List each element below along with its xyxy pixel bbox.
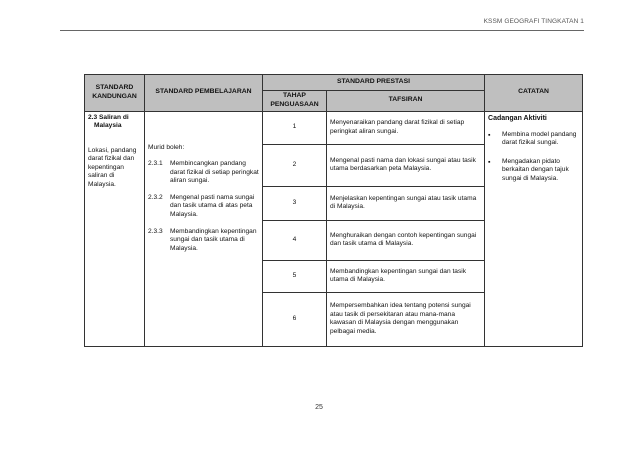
tahap-level: 6 <box>263 292 327 346</box>
curriculum-table <box>84 74 583 347</box>
tafsiran-desc: Menghuraikan dengan contoh kepentingan sungai dan tasik utama di Malaysia. <box>327 220 485 260</box>
standard-pembelajaran-intro: Murid boleh: <box>148 143 185 151</box>
header-standard-kandungan: STANDARD KANDUNGAN <box>85 75 145 112</box>
tafsiran-desc: Menyenaraikan pandang darat fizikal di setiap peringkat aliran sungai. <box>327 111 485 144</box>
tahap-level: 2 <box>263 144 327 186</box>
activity-item <box>488 131 579 148</box>
standard-kandungan-code: 2.3 Saliran di <box>88 113 129 121</box>
header-catatan: CATATAN <box>485 75 583 112</box>
learning-standard-item <box>148 228 259 254</box>
page-number: 25 <box>315 404 323 411</box>
header-standard-pembelajaran: STANDARD PEMBELAJARAN <box>145 75 263 112</box>
learning-standard-text: Mengenal pasti nama sungai dan tasik utama di atas peta Malaysia. <box>170 193 255 219</box>
activity-text: Membina model pandang darat fizikal sungai. <box>502 130 577 147</box>
header-tahap-penguasaan: TAHAP PENGUASAAN <box>263 91 327 112</box>
activity-list <box>488 131 579 184</box>
page-header: KSSM GEOGRAFI TINGKATAN 1 <box>483 18 584 25</box>
learning-standard-code: 2.3.2 <box>148 193 163 201</box>
learning-standard-code: 2.3.3 <box>148 227 163 235</box>
learning-standard-item <box>148 160 259 186</box>
activity-item <box>488 158 579 184</box>
learning-standard-text: Membincangkan pandang darat fizikal di setiap peringkat aliran sungai. <box>170 160 259 185</box>
catatan-cell <box>485 111 583 346</box>
header-divider <box>60 30 584 31</box>
standard-kandungan-title <box>88 114 141 131</box>
tahap-level: 5 <box>263 260 327 292</box>
learning-standard-item <box>148 194 259 220</box>
activity-text: Mengadakan pidato berkaitan dengan tajuk sungai di Malaysia. <box>502 157 569 182</box>
standard-kandungan-title-line2: Malaysia <box>94 122 122 130</box>
tafsiran-desc: Mempersembahkan idea tentang potensi sungai atau tasik di persekitaran atau mana-mana kawasan di Malaysia dengan menggunakan pelbagai media. <box>327 292 485 346</box>
tafsiran-desc: Menjelaskan kepentingan sungai atau tasik utama di Malaysia. <box>327 186 485 220</box>
bullet-icon: ▪ <box>488 158 491 166</box>
tahap-level: 4 <box>263 220 327 260</box>
learning-standard-code: 2.3.1 <box>148 160 163 168</box>
tahap-level: 1 <box>263 111 327 144</box>
learning-standard-text: Membandingkan kepentingan sungai dan tasik utama di Malaysia. <box>170 227 257 252</box>
tahap-level: 3 <box>263 186 327 220</box>
standard-pembelajaran-cell <box>145 111 263 346</box>
tafsiran-desc: Membandingkan kepentingan sungai dan tasik utama di Malaysia. <box>327 260 485 292</box>
standard-kandungan-cell <box>85 111 145 346</box>
bullet-icon: ▪ <box>488 131 491 139</box>
tafsiran-desc: Mengenal pasti nama dan lokasi sungai atau tasik utama berdasarkan peta Malaysia. <box>327 144 485 186</box>
header-standard-prestasi: STANDARD PRESTASI <box>263 75 485 91</box>
header-tafsiran: TAFSIRAN <box>327 91 485 112</box>
standard-kandungan-body: Lokasi, pandang darat fizikal dan kepentingan saliran di Malaysia. <box>88 146 137 189</box>
cadangan-aktiviti-title: Cadangan Aktiviti <box>488 114 547 122</box>
